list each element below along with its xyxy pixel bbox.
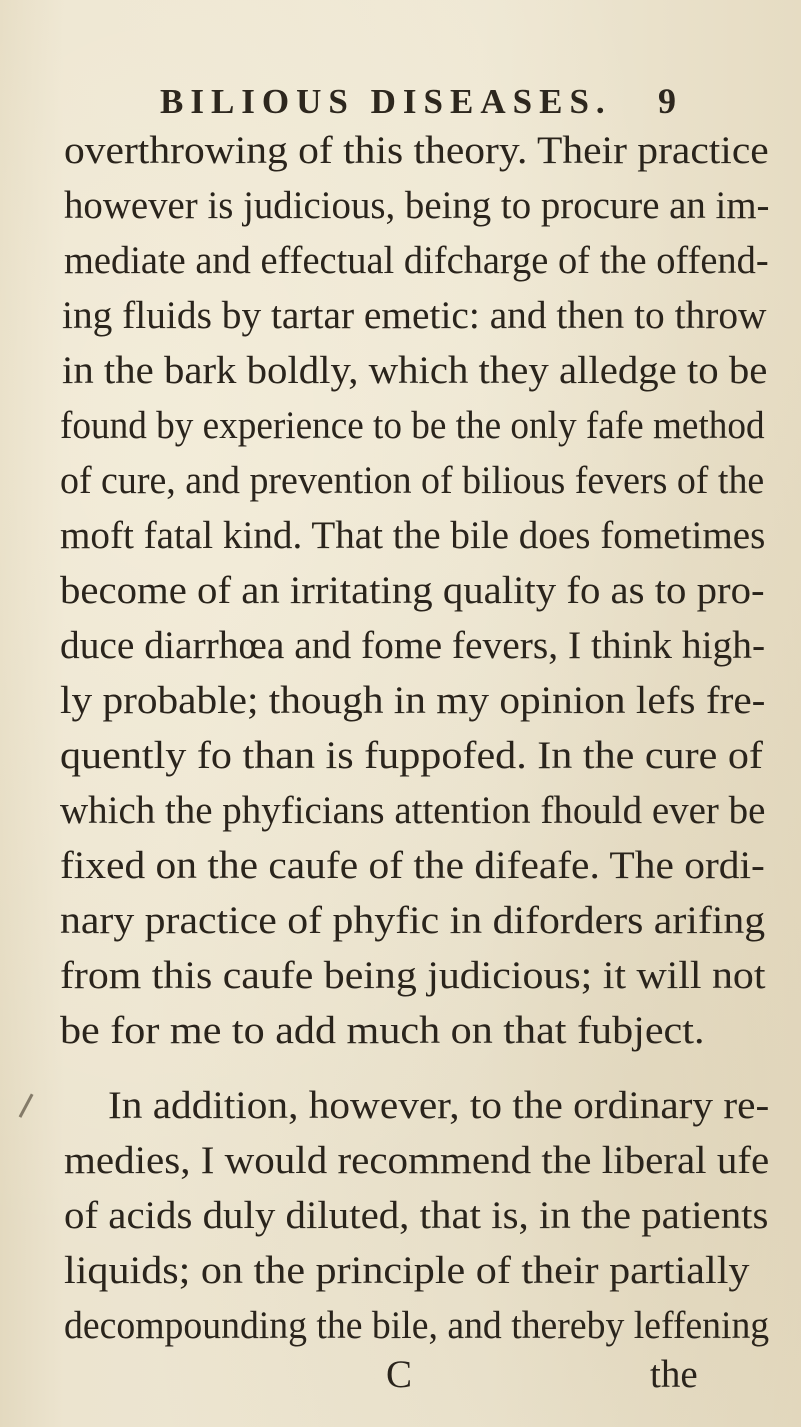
text-line: overthrowing of this theory. Their practice (64, 129, 769, 172)
text-line: found by experience to be the only fafe method (60, 404, 765, 447)
text-line: of cure, and prevention of bilious fevers of the (60, 459, 765, 502)
running-head (0, 82, 801, 130)
text-line: of acids duly diluted, that is, in the patients (64, 1194, 769, 1237)
page-number: 9 (658, 81, 676, 121)
text-line: mediate and effectual difcharge of the offend- (64, 239, 769, 282)
text-line: ing fluids by tartar emetic: and then to throw (62, 294, 767, 337)
text-line: duce diarrhœa and fome fevers, I think high- (60, 624, 766, 667)
text-line: In addition, however, to the ordinary re- (108, 1084, 770, 1127)
text-line: fixed on the caufe of the difeafe. The ordi- (60, 844, 765, 887)
catchword: the (650, 1353, 698, 1396)
text-line: quently fo than is fuppofed. In the cure of (60, 734, 763, 777)
text-line: which the phyficians attention fhould ever be (60, 789, 766, 832)
text-line: become of an irritating quality fo as to pro- (60, 569, 765, 612)
margin-mark (19, 1093, 43, 1122)
page-footer (0, 1352, 801, 1402)
signature-mark: C (386, 1353, 413, 1396)
text-line: medies, I would recommend the liberal ufe (64, 1139, 770, 1182)
text-line: moft fatal kind. That the bile does fometimes (60, 514, 766, 557)
text-line: nary practice of phyfic in diforders arifing (60, 899, 766, 942)
running-title: BILIOUS DISEASES. (160, 82, 612, 121)
text-line: decompounding the bile, and thereby leffening (64, 1304, 770, 1347)
text-line: from this caufe being judicious; it will not (60, 954, 766, 997)
text-line: however is judicious, being to procure an im- (64, 184, 770, 227)
text-line: liquids; on the principle of their partially (64, 1249, 750, 1292)
text-line: ly probable; though in my opinion lefs fre- (60, 679, 766, 722)
text-line: in the bark boldly, which they alledge to be (62, 349, 768, 392)
text-line: be for me to add much on that fubject. (60, 1009, 705, 1052)
